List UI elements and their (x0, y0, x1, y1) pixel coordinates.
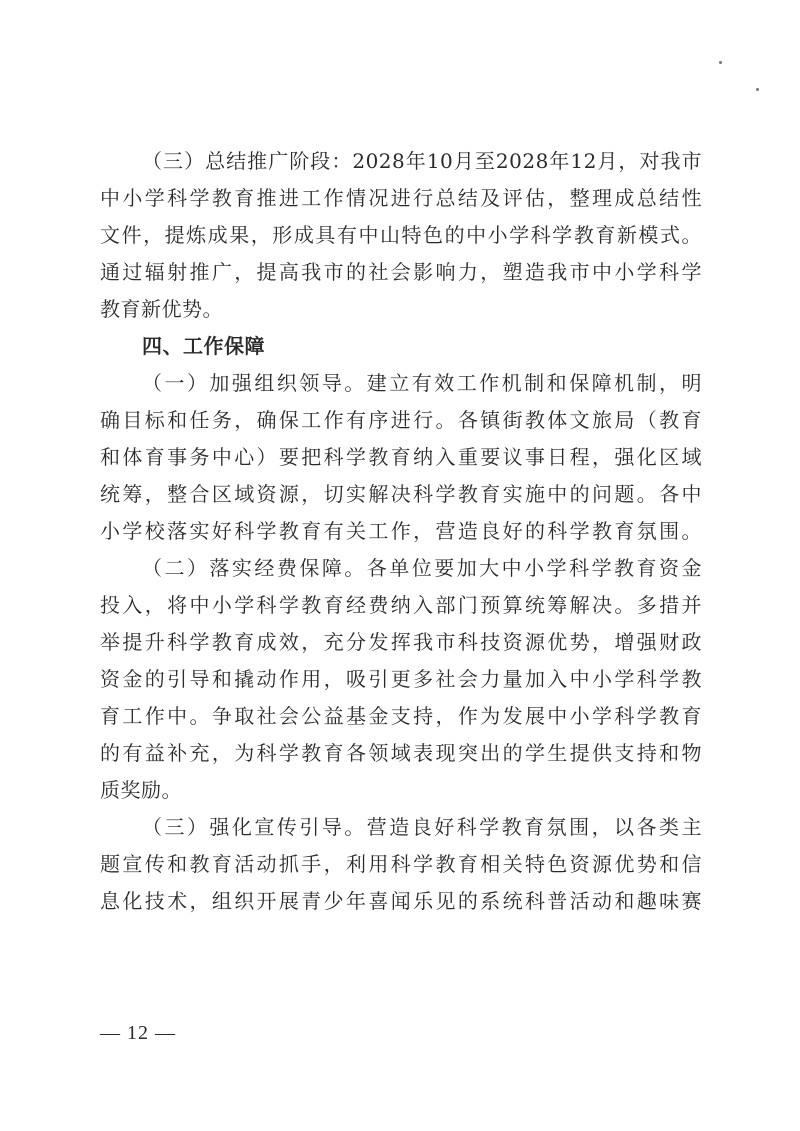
scan-speck (756, 88, 759, 91)
text-line: 中小学科学教育推进工作情况进行总结及评估，整理成总结性 (100, 186, 702, 210)
text-line: 统筹，整合区域资源，切实解决科学教育实施中的问题。各中 (100, 482, 702, 506)
text-line: （三）总结推广阶段：2028年10月至2028年12月，对我市 (142, 149, 702, 173)
page-number: — 12 — (100, 1022, 176, 1044)
text-line: 育工作中。争取社会公益基金支持，作为发展中小学科学教育 (100, 704, 702, 728)
text-line: 通过辐射推广，提高我市的社会影响力，塑造我市中小学科学 (100, 260, 702, 284)
text-line: 的有益补充，为科学教育各领域表现突出的学生提供支持和物 (100, 741, 702, 765)
document-body (100, 143, 702, 920)
text-line: 小学校落实好科学教育有关工作，营造良好的科学教育氛围。 (100, 519, 702, 543)
text-line: （三）强化宣传引导。营造良好科学教育氛围，以各类主 (142, 815, 702, 839)
text-line: 投入，将中小学科学教育经费纳入部门预算统筹解决。多措并 (100, 593, 702, 617)
text-line: 教育新优势。 (100, 297, 223, 321)
text-line: 资金的引导和撬动作用，吸引更多社会力量加入中小学科学教 (100, 667, 702, 691)
section-heading: 四、工作保障 (142, 334, 265, 358)
text-line: 息化技术，组织开展青少年喜闻乐见的系统科普活动和趣味赛 (100, 889, 702, 913)
text-line: （二）落实经费保障。各单位要加大中小学科学教育资金 (142, 556, 702, 580)
text-line: （一）加强组织领导。建立有效工作机制和保障机制，明 (142, 371, 702, 395)
text-line: 和体育事务中心）要把科学教育纳入重要议事日程，强化区域 (100, 445, 702, 469)
text-line: 质奖励。 (100, 778, 182, 802)
text-line: 确目标和任务，确保工作有序进行。各镇街教体文旅局（教育 (100, 408, 702, 432)
text-line: 举提升科学教育成效，充分发挥我市科技资源优势，增强财政 (100, 630, 702, 654)
scan-speck (719, 61, 722, 64)
text-line: 题宣传和教育活动抓手，利用科学教育相关特色资源优势和信 (100, 852, 702, 876)
text-line: 文件，提炼成果，形成具有中山特色的中小学科学教育新模式。 (100, 223, 702, 247)
